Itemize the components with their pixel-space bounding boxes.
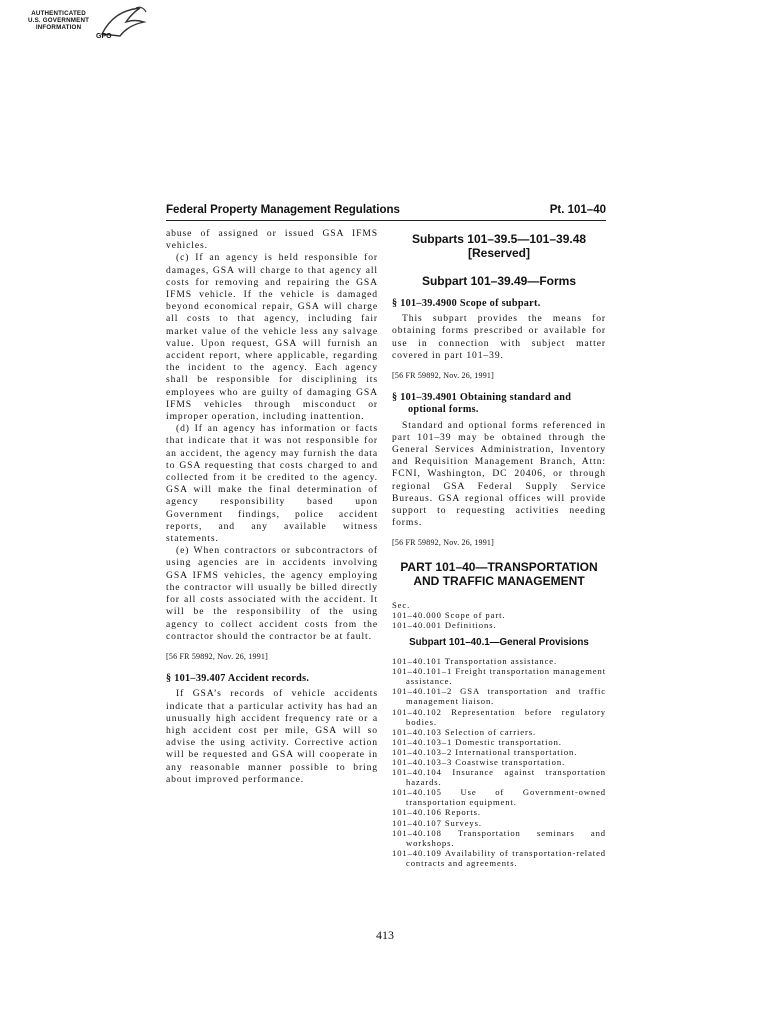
toc-item: 101–40.000 Scope of part. (392, 609, 506, 620)
seal-agency: GPO (96, 33, 112, 40)
citation: [56 FR 59892, Nov. 26, 1991] (166, 651, 268, 661)
section-heading-4900: § 101–39.4900 Scope of subpart. (392, 298, 541, 309)
running-header (166, 204, 606, 221)
toc-item: 101–40.107 Surveys. (392, 817, 482, 828)
forms-subpart-heading: Subpart 101–39.49—Forms (421, 274, 577, 288)
paragraph-e: (e) When contractors or subcontractors of using agencies are in accidents involving GSA IFMS vehicles, the agency employing the contractor will usually be billed directly for all costs associated with the accident. It will be the responsibility of the using agency to collect accident costs from the contractor should the contractor be at fault. (166, 545, 378, 642)
toc-item: 101–40.105 Use of Government-owned transportation equipment. (392, 787, 606, 808)
section-heading-407: § 101–39.407 Accident records. (166, 673, 310, 685)
section-heading-4901 (392, 392, 606, 416)
toc-sec-label: Sec. (392, 599, 411, 610)
header-part: Pt. 101–40 (549, 204, 606, 216)
toc-item: 101–40.109 Availability of transportation-related contracts and agreements. (392, 847, 606, 868)
seal-line-1: AUTHENTICATED (31, 10, 86, 17)
toc-item: 101–40.103–3 Coastwise transportation. (392, 756, 566, 767)
section-body-407: If GSA’s records of vehicle accidents indicate that a particular activity has had an unusually high accident frequency rate or a high accident cost per mile, GSA will so advise the using activity. Corrective action will be requested and GSA will cooperate in any reasonable manner possible to bring about improved performance. (166, 688, 378, 785)
toc-item: 101–40.108 Transportation seminars and workshops. (392, 827, 606, 848)
part-heading (392, 560, 606, 588)
toc-item: 101–40.104 Insurance against transportation hazards. (392, 767, 606, 788)
citation-4900: [56 FR 59892, Nov. 26, 1991] (392, 371, 494, 381)
toc-item: 101–40.101 Transportation assistance. (392, 656, 558, 667)
table-of-contents (392, 600, 606, 868)
toc-item: 101–40.101–2 GSA transportation and traffic management liaison. (392, 686, 606, 707)
toc-item: 101–40.101–1 Freight transportation management assistance. (392, 666, 606, 687)
toc-item: 101–40.103–2 International transportation. (392, 746, 578, 757)
toc-item: 101–40.106 Reports. (392, 807, 481, 818)
gpo-authentication-seal (22, 6, 152, 48)
left-column (166, 228, 378, 786)
subparts-heading-line-2: [Reserved] (467, 246, 531, 260)
seal-line-2: U.S. GOVERNMENT (28, 17, 90, 25)
paragraph-d: (d) If an agency has information or facts that indicate that it was not responsible for an accident, the agency may furnish the data to GSA requesting that costs charged to and collected from it be credited to the agency. GSA will make the final determination of agency responsibility based upon Government findings, police accident reports, and any available witness statements. (166, 423, 378, 545)
section-heading-4901-line-1: § 101–39.4901 Obtaining standard and (392, 392, 572, 404)
header-title: Federal Property Management Regulations (166, 204, 400, 216)
toc-item: 101–40.102 Representation before regulatory bodies. (392, 706, 606, 727)
general-provisions-heading: Subpart 101–40.1—General Provisions (409, 636, 589, 648)
right-column (392, 228, 606, 868)
toc-item: 101–40.001 Definitions. (392, 619, 497, 630)
paragraph-c: (c) If an agency is held responsible for damages, GSA will charge to that agency all costs for removing and repairing the GSA IFMS vehicle. If the vehicle is damaged beyond economical repair, GSA will charge all costs to that agency, including fair market value of the vehicle less any salvage value. Upon request, GSA will furnish an accident report, where applicable, regarding the incident to the agency. Each agency shall be responsible for disciplining its employees who are guilty of damaging GSA IFMS vehicles through misconduct or improper operation, including inattention. (166, 252, 378, 423)
section-body-4901: Standard and optional forms referenced in part 101–39 may be obtained through the General Services Administration, Inventory and Requisition Management Branch, Attn: FCNI, Washington, DC 20406, or through regional GSA Federal Supply Service Bureaus. GSA regional offices will provide support to requesting activities needing forms. (392, 419, 606, 529)
paragraph-b-continued: abuse of assigned or issued GSA IFMS vehicles. (166, 228, 378, 252)
seal-line-3: INFORMATION (35, 24, 82, 32)
section-body-4900: This subpart provides the means for obtaining forms prescribed or available for use in connection with subject matter covered in part 101–39. (392, 313, 606, 361)
part-heading-line-2: AND TRAFFIC MANAGEMENT (413, 573, 585, 588)
section-heading-4901-line-2: optional forms. (408, 404, 479, 416)
page-number: 413 (376, 928, 394, 942)
toc-item: 101–40.103–1 Domestic transportation. (392, 736, 562, 747)
toc-item: 101–40.103 Selection of carriers. (392, 726, 537, 737)
subparts-reserved-heading (392, 232, 606, 260)
part-heading-line-1: PART 101–40—TRANSPORTATION (400, 559, 598, 574)
subparts-heading-line-1: Subparts 101–39.5—101–39.48 (411, 232, 587, 246)
citation-4901: [56 FR 59892, Nov. 26, 1991] (392, 538, 494, 548)
